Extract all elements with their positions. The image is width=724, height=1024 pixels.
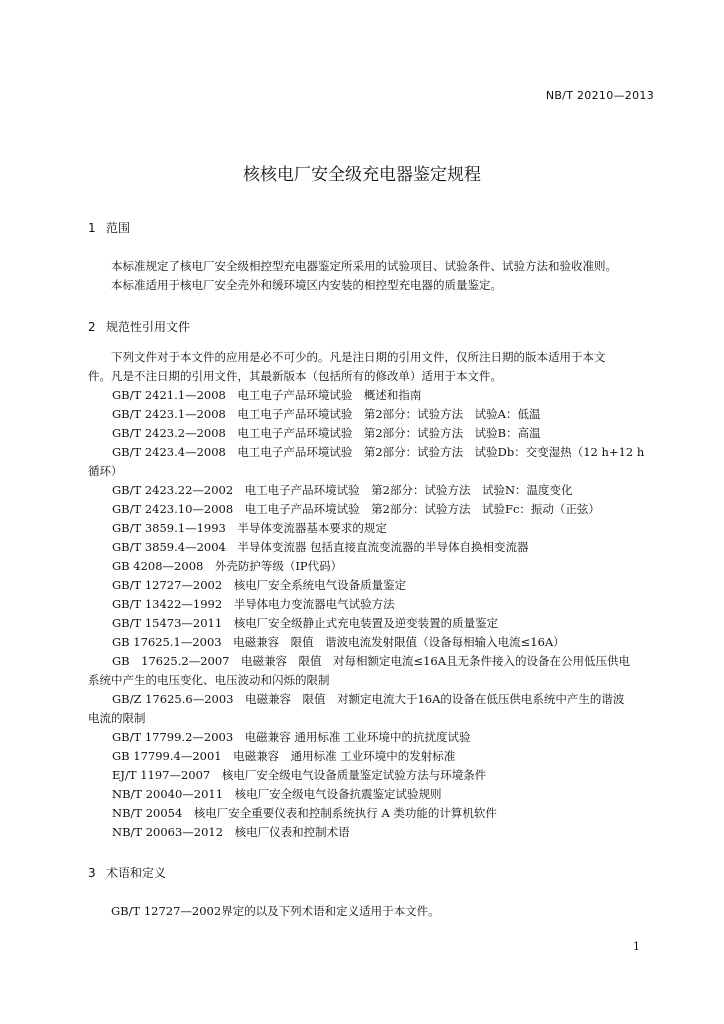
standard-code: NB/T 20210—2013 — [545, 89, 654, 102]
reference-item: NB/T 20054 核电厂安全重要仪表和控制系统执行 A 类功能的计算机软件 — [112, 806, 497, 820]
reference-item: GB/T 2423.10—2008 电工电子产品环境试验 第2部分：试验方法 试验Fc：振动（正弦） — [112, 502, 600, 516]
reference-item: GB/Z 17625.6—2003 电磁兼容 限值 对额定电流大于16A的设备在低压供电系统中产生的谐波 — [112, 692, 625, 706]
section-1-heading — [88, 219, 130, 236]
reference-item: GB/T 2423.4—2008 电工电子产品环境试验 第2部分：试验方法 试验Db：交变湿热（12 h+12 h — [112, 445, 645, 459]
section-2-intro-line-2: 件。凡是不注日期的引用文件，其最新版本（包括所有的修改单）适用于本文件。 — [88, 369, 502, 383]
reference-item: GB/T 2423.22—2002 电工电子产品环境试验 第2部分：试验方法 试验N：温度变化 — [112, 483, 573, 497]
section-2-intro-line-1: 下列文件对于本文件的应用是必不可少的。凡是注日期的引用文件，仅所注日期的版本适用于本文 — [111, 350, 606, 364]
reference-item: GB 17799.4—2001 电磁兼容 通用标准 工业环境中的发射标准 — [112, 749, 456, 763]
reference-item: EJ/T 1197—2007 核电厂安全级电气设备质量鉴定试验方法与环境条件 — [112, 768, 487, 782]
section-3-paragraph-1: GB/T 12727—2002界定的以及下列术语和定义适用于本文件。 — [111, 904, 440, 918]
reference-item: GB/T 12727—2002 核电厂安全系统电气设备质量鉴定 — [112, 578, 407, 592]
reference-item: GB/T 3859.4—2004 半导体变流器 包括直接直流变流器的半导体自换相变流器 — [112, 540, 529, 554]
section-1-paragraph-1: 本标准规定了核电厂安全级相控型充电器鉴定所采用的试验项目、试验条件、试验方法和验收准则。 — [111, 259, 617, 273]
section-3-heading — [88, 864, 166, 881]
reference-item: GB/T 2423.2—2008 电工电子产品环境试验 第2部分：试验方法 试验B：高温 — [112, 426, 541, 440]
reference-item: GB/T 17799.2—2003 电磁兼容 通用标准 工业环境中的抗扰度试验 — [112, 730, 471, 744]
section-2-title: 规范性引用文件 — [106, 320, 191, 334]
reference-item: GB/T 2421.1—2008 电工电子产品环境试验 概述和指南 — [112, 388, 422, 402]
normative-references-list — [88, 386, 668, 842]
section-1-paragraph-2: 本标准适用于核电厂安全壳外和缓环境区内安装的相控型充电器的质量鉴定。 — [111, 278, 502, 292]
section-2-heading — [88, 318, 190, 335]
section-3-title: 术语和定义 — [106, 866, 167, 880]
reference-item: GB/T 13422—1992 半导体电力变流器电气试验方法 — [112, 597, 395, 611]
page-number: 1 — [633, 940, 640, 953]
reference-item-continuation: 系统中产生的电压变化、电压波动和闪烁的限制 — [88, 673, 330, 687]
section-1-number: 1 — [88, 221, 96, 235]
document-title: 核核电厂安全级充电器鉴定规程 — [243, 165, 481, 185]
reference-item: NB/T 20040—2011 核电厂安全级电气设备抗震鉴定试验规则 — [112, 787, 442, 801]
section-1-title: 范围 — [106, 221, 131, 235]
reference-item: GB/T 3859.1—1993 半导体变流器基本要求的规定 — [112, 521, 387, 535]
reference-item: GB/T 15473—2011 核电厂安全级静止式充电装置及逆变装置的质量鉴定 — [112, 616, 499, 630]
reference-item-continuation: 电流的限制 — [88, 711, 146, 725]
section-2-number: 2 — [88, 320, 96, 334]
section-3-number: 3 — [88, 866, 96, 880]
reference-item-continuation: 循环） — [88, 464, 123, 478]
reference-item: GB/T 2423.1—2008 电工电子产品环境试验 第2部分：试验方法 试验A：低温 — [112, 407, 541, 421]
reference-item: GB 17625.2—2007 电磁兼容 限值 对每相额定电流≤16A且无条件接入的设备在公用低压供电 — [112, 654, 631, 668]
reference-item: NB/T 20063—2012 核电厂仪表和控制术语 — [112, 825, 350, 839]
reference-item: GB 17625.1—2003 电磁兼容 限值 谐波电流发射限值（设备每相输入电流≤16A） — [112, 635, 565, 649]
reference-item: GB 4208—2008 外壳防护等级（IP代码） — [112, 559, 343, 573]
